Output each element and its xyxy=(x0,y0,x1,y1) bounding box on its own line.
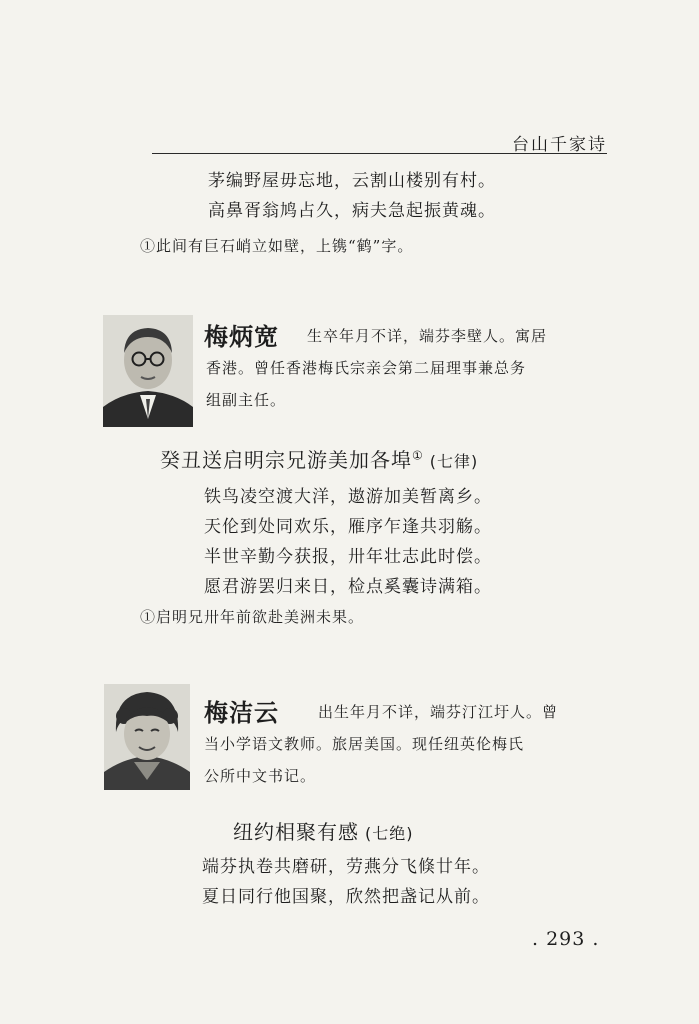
verse-line: 天伦到处同欢乐，雁序乍逢共羽觞。 xyxy=(204,517,492,537)
footnote: ①此间有巨石峭立如壁，上镌“鹤”字。 xyxy=(140,237,414,255)
poem-title-text: 癸丑送启明宗兄游美加各埠 xyxy=(160,448,412,472)
poet-bio-line: 当小学语文教师。旅居美国。现任纽英伦梅氏 xyxy=(204,735,525,753)
poem-body xyxy=(204,482,492,602)
poet-name: 梅洁云 xyxy=(204,699,279,727)
poet-bio-line: 香港。曾任香港梅氏宗亲会第二届理事兼总务 xyxy=(206,359,527,377)
poem-title xyxy=(160,444,478,473)
poem-form: (七律) xyxy=(429,452,479,471)
poem-title xyxy=(233,816,414,845)
poet-photo-mei-bingkuan xyxy=(103,315,193,427)
poet-bio-line: 组副主任。 xyxy=(206,391,287,409)
footnote: ①启明兄卅年前欲赴美洲未果。 xyxy=(140,608,365,626)
verse-line: 夏日同行他国聚，欣然把盏记从前。 xyxy=(202,887,490,907)
verse-line: 半世辛勤今获报，卅年壮志此时偿。 xyxy=(204,547,492,567)
verse-line: 茅编野屋毋忘地，云割山楼别有村。 xyxy=(208,171,496,191)
poet-photo-mei-jieyun xyxy=(104,684,190,790)
portrait-woman-icon xyxy=(104,684,190,790)
footnote-marker: ① xyxy=(412,448,424,463)
header-rule xyxy=(152,153,607,154)
poet-bio-line: 生卒年月不详，端芬李壁人。寓居 xyxy=(307,327,548,345)
portrait-man-glasses-icon xyxy=(103,315,193,427)
poet-name: 梅炳宽 xyxy=(204,323,279,351)
verse-line: 铁鸟凌空渡大洋，遨游加美暂离乡。 xyxy=(204,487,492,507)
verse-line: 愿君游罢归来日，检点奚囊诗满箱。 xyxy=(204,577,492,597)
poet-bio-line: 出生年月不详，端芬汀江圩人。曾 xyxy=(318,703,559,721)
verse-line: 端芬执卷共磨研，劳燕分飞倏廿年。 xyxy=(202,857,490,877)
poem-title-text: 纽约相聚有感 xyxy=(233,820,359,844)
running-header: 台山千家诗 xyxy=(512,135,607,155)
page-number: . 293 . xyxy=(532,928,600,950)
verse-line: 高鼻胥翁鸠占久，病夫急起振黄魂。 xyxy=(208,201,496,221)
previous-poem xyxy=(208,166,496,226)
poet-bio-line: 公所中文书记。 xyxy=(204,767,317,785)
poem-body xyxy=(202,852,490,912)
poem-form: (七绝) xyxy=(365,824,414,843)
